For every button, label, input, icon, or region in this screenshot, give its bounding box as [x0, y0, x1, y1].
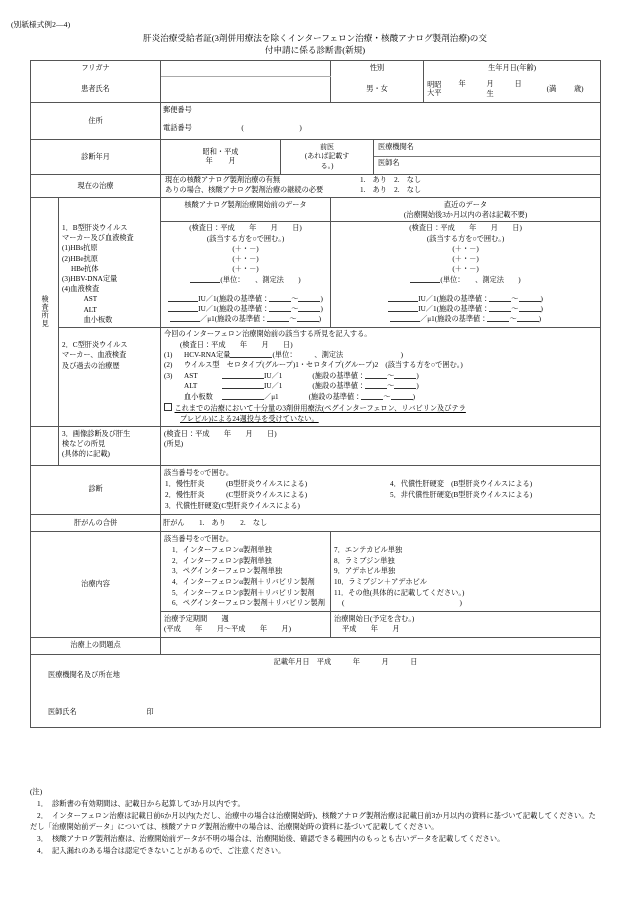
section2-checkbox-row[interactable]: [164, 403, 597, 414]
row-current-treatment: [31, 175, 601, 198]
birth-day[interactable]: 日: [504, 79, 532, 89]
section3-content[interactable]: [161, 426, 601, 465]
note-2-number: 2．: [37, 811, 48, 821]
note-3-number: 3．: [37, 834, 48, 844]
findings-vertical-label-text: 検査所見: [41, 295, 50, 329]
treatment-option-7[interactable]: 7．エンテカビル単独: [334, 545, 403, 554]
birth-label: 生年月日(年齢): [424, 61, 601, 77]
treatment-content-label: 治療内容: [31, 532, 161, 637]
furigana-value[interactable]: [161, 61, 331, 77]
section1-before-ast-value[interactable]: IU／1(施設の基準値： 〜 ): [163, 294, 328, 304]
section2-item1-label: HCV-RNA定量: [184, 351, 231, 359]
treatment-start-fields[interactable]: [331, 611, 601, 637]
document-title-line1: 肝炎治療受給者証(3剤併用療法を除くインターフェロン治療・核酸アナログ製剤治療)の交: [143, 33, 487, 43]
row-footer: [31, 654, 601, 727]
current-treatment-line1-options[interactable]: 1. あり 2. なし: [360, 176, 422, 185]
patient-name-input[interactable]: [161, 76, 331, 103]
record-date-row[interactable]: [31, 655, 600, 667]
section2-title-l2: マーカー、血液検査: [62, 351, 127, 360]
previous-doctor-label-l1: 前医: [320, 143, 335, 152]
birth-era-line1: 明昭: [427, 80, 442, 89]
row-findings-headers: [31, 198, 601, 222]
section1-recent-exam-date[interactable]: (検査日：平成 年 月 日): [409, 224, 522, 233]
sex-label: 性別: [331, 61, 424, 77]
section2-checkbox-row2: [164, 414, 597, 424]
treatment-period-range[interactable]: (平成 年 月〜平成 年 月): [164, 625, 291, 634]
section1-item-ast: AST: [62, 295, 98, 304]
sex-options[interactable]: 男・女: [331, 76, 424, 103]
note-1-number: 1．: [37, 799, 48, 809]
section1-before-hbs-ag-value[interactable]: (＋・－): [232, 244, 259, 253]
diagnosis-option-4[interactable]: 4．代償性肝硬変 (B型肝炎ウイルスによる): [389, 478, 597, 489]
diagnosis-date-era: 昭和・平成: [202, 148, 239, 156]
section1-recent-circle-note: (該当する方を○で囲む。): [426, 234, 505, 243]
current-treatment-label: 現在の治療: [31, 175, 161, 198]
section1-before-alt-value[interactable]: IU／1(施設の基準値： 〜 ): [163, 304, 328, 314]
section1-before-platelet-value[interactable]: ／μ1(施設の基準値： 〜 ): [163, 314, 328, 324]
section1-item-blood-test: (4)血液検査: [62, 285, 100, 294]
section1-title-l2: マーカー及び血液検査: [62, 234, 134, 243]
birth-born: 生: [476, 89, 504, 99]
treatment-option-6[interactable]: 6．ペグインターフェロン製剤＋リバビリン製剤: [172, 599, 325, 608]
row-diagnosis-date: [31, 140, 601, 175]
previous-doctor-label-l3: る。): [320, 161, 334, 170]
section2-item1-unit: (単位： 、測定法 ): [272, 351, 404, 359]
current-treatment-fields[interactable]: [161, 175, 601, 198]
doctor-name-label: 医師名: [378, 159, 400, 167]
patient-name-label: 患者氏名: [31, 76, 161, 103]
form-code: (別紙様式例2—4): [11, 20, 71, 29]
treatment-option-3[interactable]: 3．ペグインターフェロン製剤単独: [172, 567, 283, 576]
treatment-option-5[interactable]: 5．インターフェロンβ製剤＋リバビリン製剤: [172, 588, 315, 597]
note-3-text: 核酸アナログ製剤治療は、治療開始前データが不明の場合は、治療開始後、確認できる範囲内のもっとも古いデータを記載してください。: [52, 834, 505, 844]
section1-recent-platelet-value[interactable]: ／μ1(施設の基準値： 〜 ): [333, 314, 598, 324]
section1-item-alt: ALT: [62, 305, 97, 314]
telephone-label: 電話番号: [163, 124, 192, 132]
document-title-line2: 付申請に係る診断書(新規): [264, 45, 366, 56]
birth-date-fields[interactable]: [424, 76, 601, 103]
birth-month[interactable]: 月: [476, 79, 504, 89]
note-item-3: [30, 833, 602, 844]
section1-recent-ast-value[interactable]: IU／1(施設の基準値： 〜 ): [333, 294, 598, 304]
section1-label: [59, 222, 161, 328]
current-treatment-line2-text: ありの場合、核酸アナログ製剤治療の継続の必要: [165, 186, 324, 194]
postal-code-row[interactable]: [163, 104, 598, 115]
diagnosis-form-table: [30, 60, 601, 728]
diagnosis-options[interactable]: [161, 465, 601, 515]
tel-paren-open: (: [241, 124, 244, 132]
note-4-text: 記入漏れのある場合は認定できないことがあるので、ご注意ください。: [52, 845, 286, 855]
section1-before-hbv-dna-value[interactable]: [163, 275, 328, 285]
section2-label: [59, 328, 161, 426]
current-treatment-line2-options[interactable]: 1. あり 2. なし: [360, 186, 422, 194]
section1-before-exam-date[interactable]: (検査日：平成 年 月 日): [189, 224, 302, 233]
treatment-start-label: 治療開始日(予定を含む。): [334, 614, 415, 623]
section1-item-hbs-ag: (1)HBs抗原: [62, 244, 98, 253]
section1-before-values[interactable]: [161, 222, 331, 328]
address-fields[interactable]: [161, 103, 601, 140]
section1-before-circle-note: (該当する方を○で囲む。): [206, 234, 285, 243]
col-header-before-treatment: 核酸アナログ製剤治療開始前のデータ: [161, 198, 331, 222]
diagnosis-option-1[interactable]: 1．慢性肝炎 (B型肝炎ウイルスによる): [164, 478, 389, 489]
section3-title-l2: 検などの所見: [62, 439, 106, 448]
footer-institution-row[interactable]: [31, 667, 600, 680]
address-label: 住所: [31, 103, 161, 140]
section1-item-hbe-ag: (2)HBe抗原: [62, 254, 98, 263]
section1-title-l1: 1．B型肝炎ウイルス: [62, 223, 128, 232]
section3-findings-label[interactable]: (所見): [164, 440, 184, 448]
age-open: (満: [546, 84, 557, 93]
current-treatment-line2[interactable]: [165, 186, 600, 196]
section1-item-platelet: 血小板数: [62, 315, 113, 324]
section2-content[interactable]: [161, 328, 601, 426]
treatment-option-1[interactable]: 1．インターフェロンα製剤単独: [172, 545, 272, 554]
postal-code-label: 郵便番号: [163, 106, 192, 114]
section3-title-l1: 3．画像診断及び肝生: [62, 429, 131, 438]
tel-paren-close: ): [299, 124, 302, 132]
section3-label: [59, 426, 161, 465]
section2-item3-ast[interactable]: (3) AST IU／1 (施設の基準値： 〜 ): [164, 371, 419, 380]
note-item-4: [30, 845, 602, 856]
section2-checkbox-text-l2: プレビル)による24週投与を受けていない。: [180, 415, 319, 424]
footer-block[interactable]: [31, 654, 601, 727]
liver-cancer-options[interactable]: 肝がん 1. あり 2. なし: [161, 515, 601, 532]
section2-title-l3: 及び過去の治療歴: [62, 361, 120, 370]
row-patient-name: [31, 76, 601, 103]
institution-doctor-fields[interactable]: [374, 140, 601, 175]
section1-recent-alt-value[interactable]: IU／1(施設の基準値： 〜 ): [333, 304, 598, 314]
treatment-period-fields[interactable]: [161, 611, 331, 637]
section1-item-hbe-ab: HBe抗体: [62, 264, 99, 273]
note-4-number: 4．: [37, 845, 48, 855]
age-unit: 歳): [573, 84, 584, 93]
section3-exam-date[interactable]: (検査日：平成 年 月 日): [164, 429, 277, 438]
current-treatment-line1-text: 現在の核酸アナログ製剤治療の有無: [165, 176, 281, 185]
section1-before-hbe-ab-value[interactable]: (＋・－): [232, 265, 259, 274]
section2-item2-label[interactable]: ウイルス型 セロタイプ(グループ)1・セロタイプ(グループ)2 (該当する方を○で囲む。): [184, 361, 463, 370]
row-findings-section1: [31, 222, 601, 328]
section1-recent-hbe-ag-value[interactable]: (＋・－): [452, 255, 479, 264]
treatment-content-left[interactable]: [161, 532, 331, 612]
birth-era-line2: 大平: [427, 89, 442, 97]
diagnosis-option-3[interactable]: 3．代償性肝硬変(C型肝炎ウイルスによる): [164, 501, 389, 512]
footer-doctor-row[interactable]: [31, 680, 600, 717]
section1-item-hbv-dna: (3)HBV-DNA定量: [62, 275, 118, 284]
diagnosis-options-grid: [164, 478, 597, 512]
treatment-start-value[interactable]: 平成 年 月: [342, 625, 400, 634]
treatment-option-9[interactable]: 9．アデホビル単独: [334, 567, 396, 576]
section2-item1[interactable]: (1) HCV-RNA定量 (単位： 、測定法 ): [164, 351, 404, 359]
col-header-recent: [331, 198, 601, 222]
section2-item2[interactable]: (2) ウイルス型 セロタイプ(グループ)1・セロタイプ(グループ)2 (該当する方を○で囲む。): [164, 361, 463, 370]
row-liver-cancer: [31, 515, 601, 532]
treatment-option-8[interactable]: 8．ラミブジン単独: [334, 556, 395, 565]
note-item-2: [30, 810, 602, 833]
diagnosis-instruction: 該当番号を○で囲む。: [164, 468, 234, 477]
footer-doctor-label: 医師氏名: [48, 707, 77, 716]
row-issues: [31, 637, 601, 654]
treatment-option-2[interactable]: 2．インターフェロンβ製剤単独: [172, 556, 272, 565]
notes-header: (注): [30, 787, 43, 796]
row-diagnosis: [31, 465, 601, 515]
diagnosis-label: 診断: [31, 465, 161, 515]
diagnosis-date-month: 月: [228, 157, 236, 165]
treatment-period-label[interactable]: 治療予定期間 週: [164, 614, 229, 623]
issues-label: 治療上の問題点: [31, 637, 161, 654]
previous-doctor-label-l2: (あれば記載す: [304, 152, 350, 161]
row-address: [31, 103, 601, 140]
section2-checkbox-text-l1: これまでの治療において十分量の3剤併用療法(ペグインターフェロン、リバビリン及びテラ: [174, 404, 466, 413]
age-field[interactable]: [532, 79, 598, 99]
diagnosis-date-label: 診断年月: [31, 140, 161, 175]
section2-item3-platelet[interactable]: 血小板数 ／μ1 (施設の基準値： 〜 ): [184, 392, 415, 401]
section1-before-hbv-dna-unit: (単位： 、測定法 ): [220, 275, 301, 284]
liver-cancer-label: 肝がんの合併: [31, 515, 161, 532]
section2-item3-alt[interactable]: ALT IU／1 (施設の基準値： 〜 ): [184, 382, 419, 391]
note-item-1: [30, 798, 602, 809]
row-treatment-content: [31, 532, 601, 612]
birth-era[interactable]: [426, 79, 448, 99]
birth-date-grid: [426, 79, 598, 99]
col-header-recent-main: 直近のデータ: [443, 201, 488, 209]
section1-recent-hbs-ag-value[interactable]: (＋・－): [452, 244, 479, 253]
row-findings-section2: [31, 328, 601, 426]
row-furigana: [31, 61, 601, 77]
three-drug-therapy-checkbox[interactable]: [164, 403, 172, 411]
findings-header-spacer: [59, 198, 161, 222]
diagnosis-date-year: 年: [205, 157, 213, 165]
section1-recent-hbv-dna-value[interactable]: [333, 275, 598, 285]
diagnosis-option-2[interactable]: 2．慢性肝炎 (C型肝炎ウイルスによる): [164, 489, 389, 500]
diagnosis-date-value[interactable]: [161, 140, 281, 175]
section2-intro: 今回のインターフェロン治療開始前の該当する所見を記入する。: [164, 330, 372, 339]
section1-recent-hbv-dna-unit: (単位： 、測定法 ): [440, 275, 521, 284]
treatment-option-4[interactable]: 4．インターフェロンα製剤＋リバビリン製剤: [172, 577, 315, 586]
current-treatment-line1[interactable]: [165, 176, 600, 186]
diagnosis-option-5[interactable]: 5．非代償性肝硬変(B型肝炎ウイルスによる): [389, 489, 597, 500]
record-date-label: 記載年月日 平成 年 月 日: [273, 657, 418, 666]
diagnosis-date-ym[interactable]: [163, 157, 278, 166]
issues-value[interactable]: [161, 637, 601, 654]
institution-name-field[interactable]: [374, 142, 600, 157]
seal-label: 印: [146, 707, 154, 716]
document-title: [0, 32, 630, 57]
section1-before-hbe-ag-value[interactable]: (＋・－): [232, 255, 259, 264]
birth-year[interactable]: 年: [448, 79, 476, 89]
note-1-text: 診断書の有効期間は、記載日から起算して3か月以内です。: [52, 799, 245, 809]
institution-name-label: 医療機関名: [378, 143, 414, 151]
section2-exam-date[interactable]: (検査日：平成 年 月 日): [180, 340, 293, 349]
notes-section: [30, 786, 602, 857]
row-findings-section3: [31, 426, 601, 465]
section1-recent-values[interactable]: [331, 222, 601, 328]
col-header-recent-sub: (治療開始後3か月以内の者は記載不要): [403, 210, 528, 219]
section2-title-l1: 2．C型肝炎ウイルス: [62, 341, 128, 350]
section3-title-l3: (具体的に記載): [62, 450, 110, 458]
findings-vertical-label: [31, 198, 59, 427]
furigana-label: フリガナ: [31, 61, 161, 77]
treatment-content-right[interactable]: [331, 532, 601, 612]
section1-recent-hbe-ab-value[interactable]: (＋・－): [452, 265, 479, 274]
footer-institution-label: 医療機関名及び所在地: [48, 670, 120, 679]
note-2-text: インターフェロン治療は記載日前6か月以内(ただし、治療中の場合は治療開始時)、核酸アナログ製剤治療は記載日前3か月以内の資料に基づいて記載してください。ただし「治療開始前データ」については、核酸アナログ製剤治療中の場合は、治療開始時の資料に基づいて記載してください。: [30, 811, 596, 832]
treatment-option-11[interactable]: 11．その他(具体的に記載してください。): [334, 588, 465, 597]
treatment-content-instruction: 該当番号を○で囲む。: [164, 535, 234, 544]
doctor-name-field[interactable]: [374, 157, 600, 172]
previous-doctor-label: [281, 140, 374, 175]
treatment-option-11-input[interactable]: ( ): [342, 599, 462, 608]
telephone-row[interactable]: [163, 115, 598, 133]
treatment-option-10[interactable]: 10．ラミブジン＋アデホビル: [334, 577, 428, 586]
